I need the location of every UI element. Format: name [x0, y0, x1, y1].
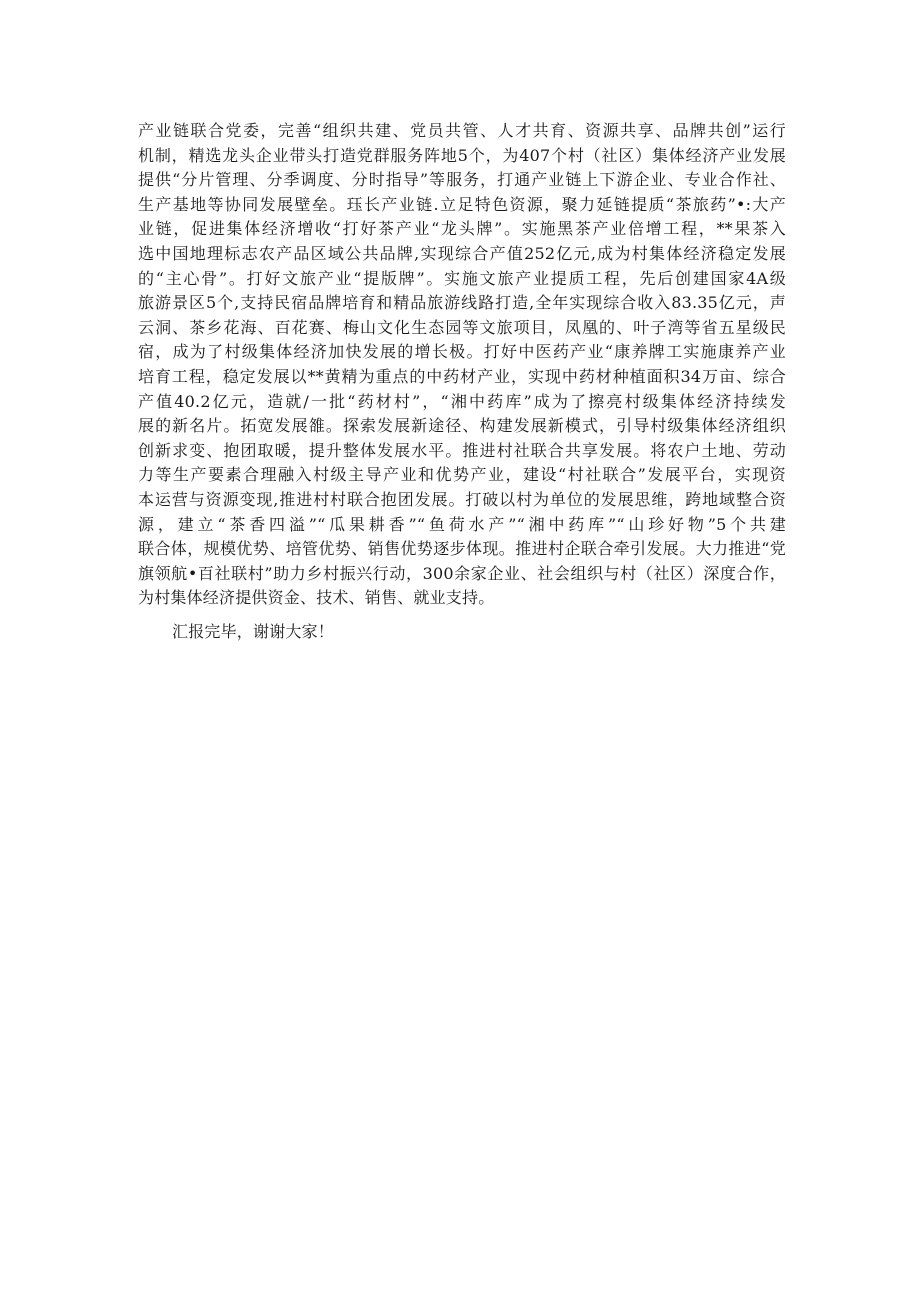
paragraph-line: 选中国地理标志农产品区域公共品牌,实现综合产值252亿元,成为村集体经济稳定发展: [138, 243, 786, 263]
paragraph-line: 为村集体经济提供资金、技术、销售、就业支持。: [138, 588, 495, 608]
paragraph-line: 宿，成为了村级集体经济加快发展的增长极。打好中医药产业“康养牌工实施康养产业: [138, 342, 786, 362]
paragraph-line: 提供“分片管理、分季调度、分时指导”等服务，打通产业链上下游企业、专业合作社、: [138, 170, 786, 190]
paragraph-line: 本运营与资源变现,推进村村联合抱团发展。打破以村为单位的发展思维，跨地域整合资: [138, 489, 786, 509]
closing-remark: 汇报完毕，谢谢大家！: [172, 622, 335, 641]
paragraph-line: 业链，促进集体经济增收“打好茶产业“龙头牌”。实施黑茶产业倍增工程，**果茶入: [138, 219, 786, 239]
paragraph-line: 培育工程，稳定发展以**黄精为重点的中药材产业，实现中药材种植面积34万亩、综合: [138, 366, 786, 386]
paragraph-line: 旗领航•百社联村”助力乡村振兴行动，300余家企业、社会组织与村（社区）深度合作，: [138, 563, 786, 583]
paragraph-line: 源，建立“茶香四溢”“瓜果耕香”“鱼荷水产”“湘中药库”“山珍好物”5个共建: [138, 514, 786, 534]
paragraph-line: 创新求变、抱团取暖，提升整体发展水平。推进村社联合共享发展。将农户土地、劳动: [138, 440, 786, 460]
body-paragraph: [138, 119, 786, 611]
paragraph-line: 产值40.2亿元，造就/一批“药材村”，“湘中药库”成为了擦亮村级集体经济持续发: [138, 391, 786, 411]
paragraph-line: 云洞、茶乡花海、百花赛、梅山文化生态园等文旅项目，凤凰的、叶子湾等省五星级民: [138, 317, 786, 337]
paragraph-line: 产业链联合党委，完善“组织共建、党员共管、人才共育、资源共享、品牌共创”运行: [138, 121, 786, 140]
paragraph-line: 展的新名片。拓宽发展雒。探索发展新途径、构建发展新模式，引导村级集体经济组织: [138, 416, 786, 436]
paragraph-line: 的“主心骨”。打好文旅产业“提版牌”。实施文旅产业提质工程，先后创建国家4A级: [138, 268, 786, 288]
paragraph-line: 力等生产要素合理融入村级主导产业和优势产业，建设“村社联合”发展平台，实现资: [138, 465, 786, 485]
paragraph-line: 联合体，规模优势、培管优势、销售优势逐步体现。推进村企联合牵引发展。大力推进“党: [138, 539, 786, 559]
paragraph-line: 旅游景区5个,支持民宿品牌培育和精品旅游线路打造,全年实现综合收入83.35亿元，声: [138, 293, 786, 313]
paragraph-line: 生产基地等协同发展壁垒。珏长产业链.立足特色资源，聚力延链提质“茶旅药”•:大产: [138, 194, 786, 214]
paragraph-line: 机制，精选龙头企业带头打造党群服务阵地5个，为407个村（社区）集体经济产业发展: [138, 145, 786, 165]
